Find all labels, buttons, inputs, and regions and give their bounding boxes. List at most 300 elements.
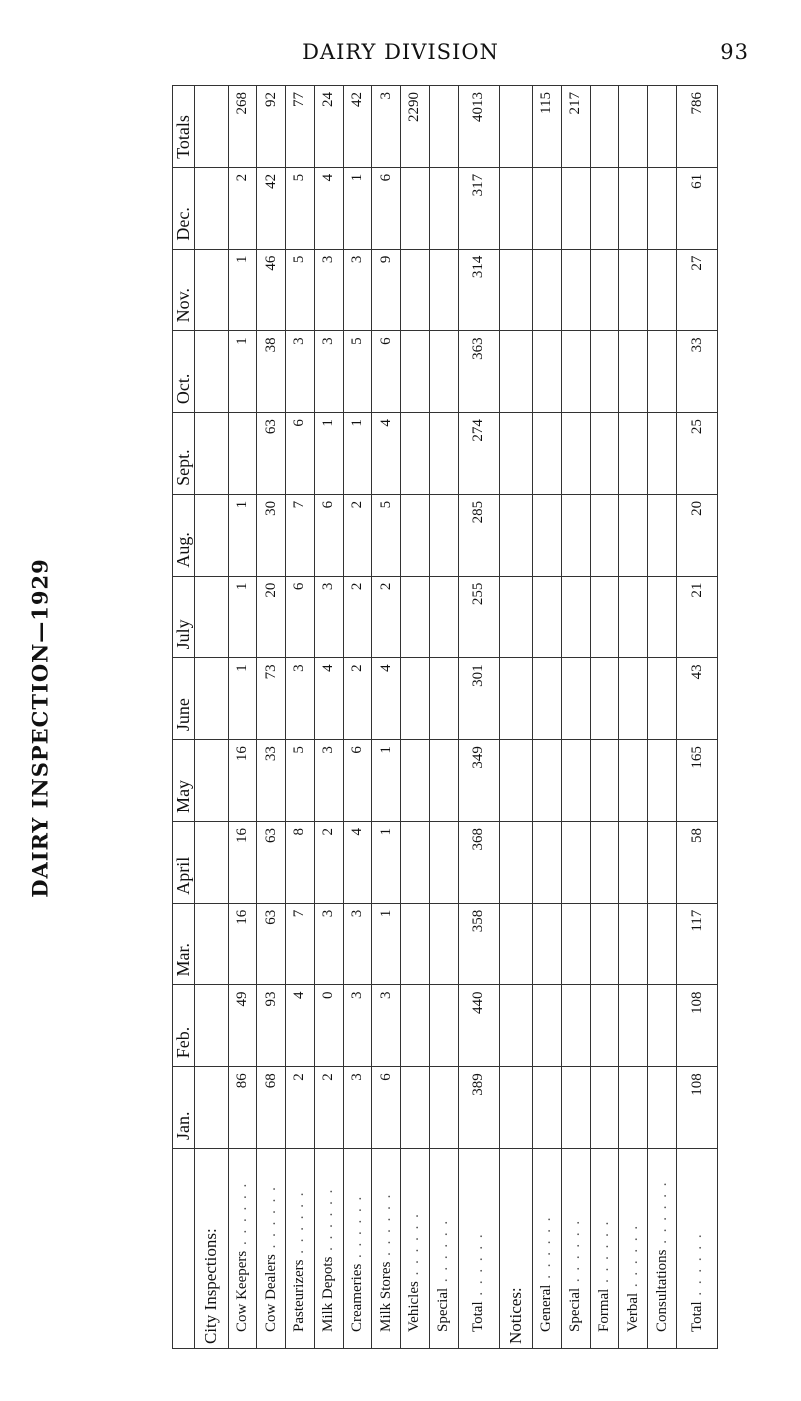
value-cell: 4 [286, 985, 315, 1067]
value-cell: 5 [343, 331, 372, 413]
value-cell: 20 [677, 494, 718, 576]
empty-cell [195, 167, 229, 249]
table-row [401, 86, 430, 1349]
value-cell [648, 740, 677, 822]
value-cell: 63 [257, 821, 286, 903]
value-cell: 1 [343, 167, 372, 249]
value-cell [619, 985, 648, 1067]
empty-cell [499, 821, 533, 903]
value-cell: 1 [228, 576, 257, 658]
value-cell: 1 [228, 249, 257, 331]
value-cell: 368 [458, 821, 499, 903]
value-cell: 16 [228, 903, 257, 985]
value-cell: 49 [228, 985, 257, 1067]
leader-dots: . . . . . . [320, 1187, 337, 1257]
row-label [257, 1149, 286, 1349]
value-cell: 63 [257, 413, 286, 495]
value-cell [590, 331, 619, 413]
value-cell: 5 [286, 740, 315, 822]
empty-cell [195, 576, 229, 658]
column-header-mar: Mar. [173, 903, 195, 985]
value-cell: 3 [314, 903, 343, 985]
value-cell: 38 [257, 331, 286, 413]
value-cell [429, 249, 458, 331]
row-label-text: Special [435, 1287, 452, 1332]
value-cell [429, 740, 458, 822]
value-cell: 3 [343, 985, 372, 1067]
row-label-text: Milk Stores [377, 1261, 394, 1332]
row-label [314, 1149, 343, 1349]
row-label-text: Special [567, 1287, 584, 1332]
value-cell: 63 [257, 903, 286, 985]
value-cell: 6 [314, 494, 343, 576]
row-label [401, 1149, 430, 1349]
value-cell: 786 [677, 86, 718, 168]
value-cell [533, 658, 562, 740]
value-cell [429, 576, 458, 658]
table-row [343, 86, 372, 1349]
value-cell: 2 [228, 167, 257, 249]
value-cell: 268 [228, 86, 257, 168]
table-row [429, 86, 458, 1349]
column-header-feb: Feb. [173, 985, 195, 1067]
row-label [228, 1149, 257, 1349]
empty-cell [195, 985, 229, 1067]
empty-cell [195, 413, 229, 495]
value-cell [401, 249, 430, 331]
value-cell [648, 1067, 677, 1149]
value-cell [590, 249, 619, 331]
value-cell [401, 821, 430, 903]
value-cell: 33 [257, 740, 286, 822]
value-cell: 46 [257, 249, 286, 331]
value-cell: 363 [458, 331, 499, 413]
empty-cell [499, 576, 533, 658]
value-cell: 7 [286, 903, 315, 985]
value-cell: 4013 [458, 86, 499, 168]
value-cell: 27 [677, 249, 718, 331]
value-cell: 30 [257, 494, 286, 576]
empty-cell [195, 821, 229, 903]
value-cell: 2 [343, 576, 372, 658]
leader-dots: . . . . . . [435, 1218, 452, 1288]
leader-dots: . . . . . . [470, 1232, 487, 1302]
value-cell [619, 740, 648, 822]
inspection-table-rotated [172, 85, 718, 1349]
value-cell: 2 [314, 821, 343, 903]
empty-cell [499, 740, 533, 822]
value-cell [590, 985, 619, 1067]
value-cell: 115 [533, 86, 562, 168]
value-cell: 2290 [401, 86, 430, 168]
table-row [619, 86, 648, 1349]
table-row [372, 86, 401, 1349]
value-cell [619, 413, 648, 495]
value-cell: 4 [314, 658, 343, 740]
row-label-text: Total [470, 1301, 487, 1332]
empty-cell [499, 658, 533, 740]
value-cell: 301 [458, 658, 499, 740]
leader-dots: . . . . . . [291, 1190, 308, 1260]
value-cell [401, 740, 430, 822]
row-label [561, 1149, 590, 1349]
leader-dots: . . . . . . [653, 1180, 670, 1250]
value-cell: 77 [286, 86, 315, 168]
value-cell [590, 576, 619, 658]
value-cell [619, 86, 648, 168]
empty-cell [499, 413, 533, 495]
leader-dots: . . . . . . [406, 1212, 423, 1282]
value-cell [561, 985, 590, 1067]
row-label-text: General [538, 1284, 555, 1332]
row-label [343, 1149, 372, 1349]
empty-cell [499, 86, 533, 168]
value-cell: 1 [228, 658, 257, 740]
value-cell [590, 658, 619, 740]
value-cell [401, 494, 430, 576]
table-row [648, 86, 677, 1349]
leader-dots: . . . . . . [688, 1232, 705, 1302]
value-cell: 16 [228, 821, 257, 903]
value-cell: 3 [286, 331, 315, 413]
value-cell: 165 [677, 740, 718, 822]
value-cell [533, 740, 562, 822]
value-cell: 3 [314, 331, 343, 413]
value-cell: 6 [286, 576, 315, 658]
value-cell: 4 [343, 821, 372, 903]
value-cell [429, 494, 458, 576]
leader-dots: . . . . . . [348, 1194, 365, 1264]
value-cell [648, 903, 677, 985]
value-cell [561, 331, 590, 413]
value-cell [561, 576, 590, 658]
row-label-text: Formal [595, 1288, 612, 1332]
empty-cell [195, 740, 229, 822]
value-cell: 1 [372, 821, 401, 903]
row-label [286, 1149, 315, 1349]
page-number: 93 [720, 40, 749, 64]
value-cell: 3 [314, 249, 343, 331]
value-cell: 285 [458, 494, 499, 576]
row-label [677, 1149, 718, 1349]
value-cell [401, 167, 430, 249]
value-cell [648, 86, 677, 168]
empty-cell [195, 249, 229, 331]
row-label [533, 1149, 562, 1349]
empty-cell [195, 903, 229, 985]
value-cell [648, 167, 677, 249]
value-cell: 92 [257, 86, 286, 168]
value-cell [401, 331, 430, 413]
header-row [173, 86, 195, 1349]
value-cell [533, 331, 562, 413]
value-cell: 42 [257, 167, 286, 249]
notices-heading: Notices: [499, 1149, 533, 1349]
value-cell: 108 [677, 1067, 718, 1149]
value-cell [648, 576, 677, 658]
value-cell [429, 1067, 458, 1149]
value-cell: 42 [343, 86, 372, 168]
empty-cell [195, 494, 229, 576]
value-cell [429, 903, 458, 985]
column-header-dec: Dec. [173, 167, 195, 249]
row-label-text: Creameries [348, 1263, 365, 1332]
row-label [458, 1149, 499, 1349]
notices-heading-row [499, 86, 533, 1349]
value-cell: 3 [314, 576, 343, 658]
value-cell: 86 [228, 1067, 257, 1149]
value-cell: 21 [677, 576, 718, 658]
value-cell: 3 [343, 249, 372, 331]
empty-cell [499, 167, 533, 249]
value-cell: 0 [314, 985, 343, 1067]
leader-dots: . . . . . . [595, 1219, 612, 1289]
table-row [286, 86, 315, 1349]
value-cell [619, 658, 648, 740]
empty-cell [499, 985, 533, 1067]
empty-cell [499, 903, 533, 985]
row-label-text: Vehicles [406, 1281, 423, 1332]
value-cell [648, 658, 677, 740]
value-cell: 73 [257, 658, 286, 740]
leader-dots: . . . . . . [624, 1223, 641, 1293]
value-cell [648, 331, 677, 413]
column-header-april: April [173, 821, 195, 903]
value-cell [590, 86, 619, 168]
running-head-title: DAIRY DIVISION [302, 40, 499, 64]
value-cell: 5 [372, 494, 401, 576]
value-cell: 68 [257, 1067, 286, 1149]
row-label [429, 1149, 458, 1349]
value-cell: 6 [372, 1067, 401, 1149]
value-cell [561, 413, 590, 495]
value-cell [533, 985, 562, 1067]
value-cell: 61 [677, 167, 718, 249]
value-cell: 2 [343, 658, 372, 740]
value-cell [533, 821, 562, 903]
leader-dots: . . . . . . [262, 1185, 279, 1255]
empty-cell [195, 1067, 229, 1149]
value-cell [590, 494, 619, 576]
value-cell [648, 985, 677, 1067]
value-cell [401, 576, 430, 658]
value-cell [533, 903, 562, 985]
empty-cell [499, 494, 533, 576]
value-cell [619, 331, 648, 413]
value-cell: 2 [286, 1067, 315, 1149]
value-cell: 3 [286, 658, 315, 740]
row-label-text: Verbal [624, 1292, 641, 1332]
value-cell [561, 494, 590, 576]
value-cell: 58 [677, 821, 718, 903]
value-cell [619, 576, 648, 658]
row-label-text: Milk Depots [320, 1256, 337, 1332]
table-row [677, 86, 718, 1349]
value-cell [429, 985, 458, 1067]
table-row [561, 86, 590, 1349]
value-cell: 43 [677, 658, 718, 740]
row-label [590, 1149, 619, 1349]
value-cell [533, 494, 562, 576]
table-row [533, 86, 562, 1349]
value-cell: 1 [314, 413, 343, 495]
leader-dots: . . . . . . [233, 1181, 250, 1251]
leader-dots: . . . . . . [567, 1218, 584, 1288]
value-cell [401, 413, 430, 495]
row-label [648, 1149, 677, 1349]
value-cell: 93 [257, 985, 286, 1067]
empty-cell [195, 658, 229, 740]
value-cell [561, 249, 590, 331]
column-header-may: May [173, 740, 195, 822]
column-header-june: June [173, 658, 195, 740]
value-cell: 317 [458, 167, 499, 249]
value-cell [619, 903, 648, 985]
value-cell [590, 413, 619, 495]
value-cell: 3 [314, 740, 343, 822]
value-cell: 7 [286, 494, 315, 576]
row-label-text: Pasteurizers [291, 1259, 308, 1332]
value-cell: 2 [343, 494, 372, 576]
value-cell: 255 [458, 576, 499, 658]
empty-cell [195, 86, 229, 168]
table-row [228, 86, 257, 1349]
value-cell [648, 413, 677, 495]
value-cell: 25 [677, 413, 718, 495]
row-label [372, 1149, 401, 1349]
value-cell [561, 1067, 590, 1149]
value-cell [561, 167, 590, 249]
value-cell [533, 413, 562, 495]
value-cell: 389 [458, 1067, 499, 1149]
value-cell [619, 494, 648, 576]
value-cell [619, 167, 648, 249]
value-cell [533, 1067, 562, 1149]
value-cell [561, 821, 590, 903]
empty-cell [195, 331, 229, 413]
value-cell: 349 [458, 740, 499, 822]
empty-cell [499, 249, 533, 331]
value-cell [429, 413, 458, 495]
value-cell [401, 1067, 430, 1149]
leader-dots: . . . . . . [377, 1192, 394, 1262]
row-label [619, 1149, 648, 1349]
row-label-text: Cow Dealers [262, 1254, 279, 1332]
column-header-aug: Aug. [173, 494, 195, 576]
table-row [257, 86, 286, 1349]
value-cell [401, 903, 430, 985]
value-cell [619, 249, 648, 331]
value-cell: 3 [372, 985, 401, 1067]
table-row [314, 86, 343, 1349]
value-cell [561, 658, 590, 740]
leader-dots: . . . . . . [538, 1215, 555, 1285]
empty-cell [499, 331, 533, 413]
value-cell: 6 [286, 413, 315, 495]
city-inspections-heading: City Inspections: [195, 1149, 229, 1349]
value-cell: 2 [372, 576, 401, 658]
value-cell [590, 167, 619, 249]
value-cell [648, 494, 677, 576]
value-cell: 16 [228, 740, 257, 822]
value-cell [533, 576, 562, 658]
value-cell [619, 821, 648, 903]
value-cell [590, 821, 619, 903]
value-cell [561, 903, 590, 985]
row-label-text: Total [688, 1301, 705, 1332]
value-cell: 274 [458, 413, 499, 495]
value-cell [648, 821, 677, 903]
value-cell: 24 [314, 86, 343, 168]
value-cell [619, 1067, 648, 1149]
value-cell: 217 [561, 86, 590, 168]
value-cell [648, 249, 677, 331]
row-label-text: Cow Keepers [233, 1250, 250, 1332]
value-cell: 1 [228, 331, 257, 413]
value-cell: 4 [372, 413, 401, 495]
table-row [590, 86, 619, 1349]
value-cell [429, 331, 458, 413]
header-label-cell [173, 1149, 195, 1349]
value-cell [429, 167, 458, 249]
value-cell: 4 [314, 167, 343, 249]
value-cell [429, 86, 458, 168]
value-cell [429, 821, 458, 903]
value-cell [533, 167, 562, 249]
column-header-jan: Jan. [173, 1067, 195, 1149]
value-cell: 8 [286, 821, 315, 903]
value-cell: 2 [314, 1067, 343, 1149]
value-cell [228, 413, 257, 495]
column-header-totals: Totals [173, 86, 195, 168]
value-cell: 1 [372, 903, 401, 985]
value-cell: 20 [257, 576, 286, 658]
empty-cell [499, 1067, 533, 1149]
margin-title: DAIRY INSPECTION—1929 [27, 558, 53, 898]
value-cell: 6 [343, 740, 372, 822]
row-label-text: Consultations [653, 1249, 670, 1332]
value-cell: 117 [677, 903, 718, 985]
city-inspections-heading-row [195, 86, 229, 1349]
column-header-nov: Nov. [173, 249, 195, 331]
column-header-july: July [173, 576, 195, 658]
value-cell: 314 [458, 249, 499, 331]
value-cell: 9 [372, 249, 401, 331]
value-cell [401, 985, 430, 1067]
value-cell: 358 [458, 903, 499, 985]
inspection-table [172, 85, 718, 1349]
value-cell: 1 [228, 494, 257, 576]
table-row [458, 86, 499, 1349]
value-cell [401, 658, 430, 740]
value-cell: 1 [343, 413, 372, 495]
value-cell [429, 658, 458, 740]
value-cell: 3 [343, 903, 372, 985]
value-cell [590, 903, 619, 985]
column-header-oct: Oct. [173, 331, 195, 413]
value-cell: 3 [343, 1067, 372, 1149]
value-cell [590, 740, 619, 822]
value-cell: 108 [677, 985, 718, 1067]
value-cell [561, 740, 590, 822]
value-cell: 6 [372, 331, 401, 413]
value-cell [590, 1067, 619, 1149]
value-cell: 33 [677, 331, 718, 413]
value-cell: 6 [372, 167, 401, 249]
value-cell: 3 [372, 86, 401, 168]
value-cell: 440 [458, 985, 499, 1067]
value-cell: 5 [286, 249, 315, 331]
